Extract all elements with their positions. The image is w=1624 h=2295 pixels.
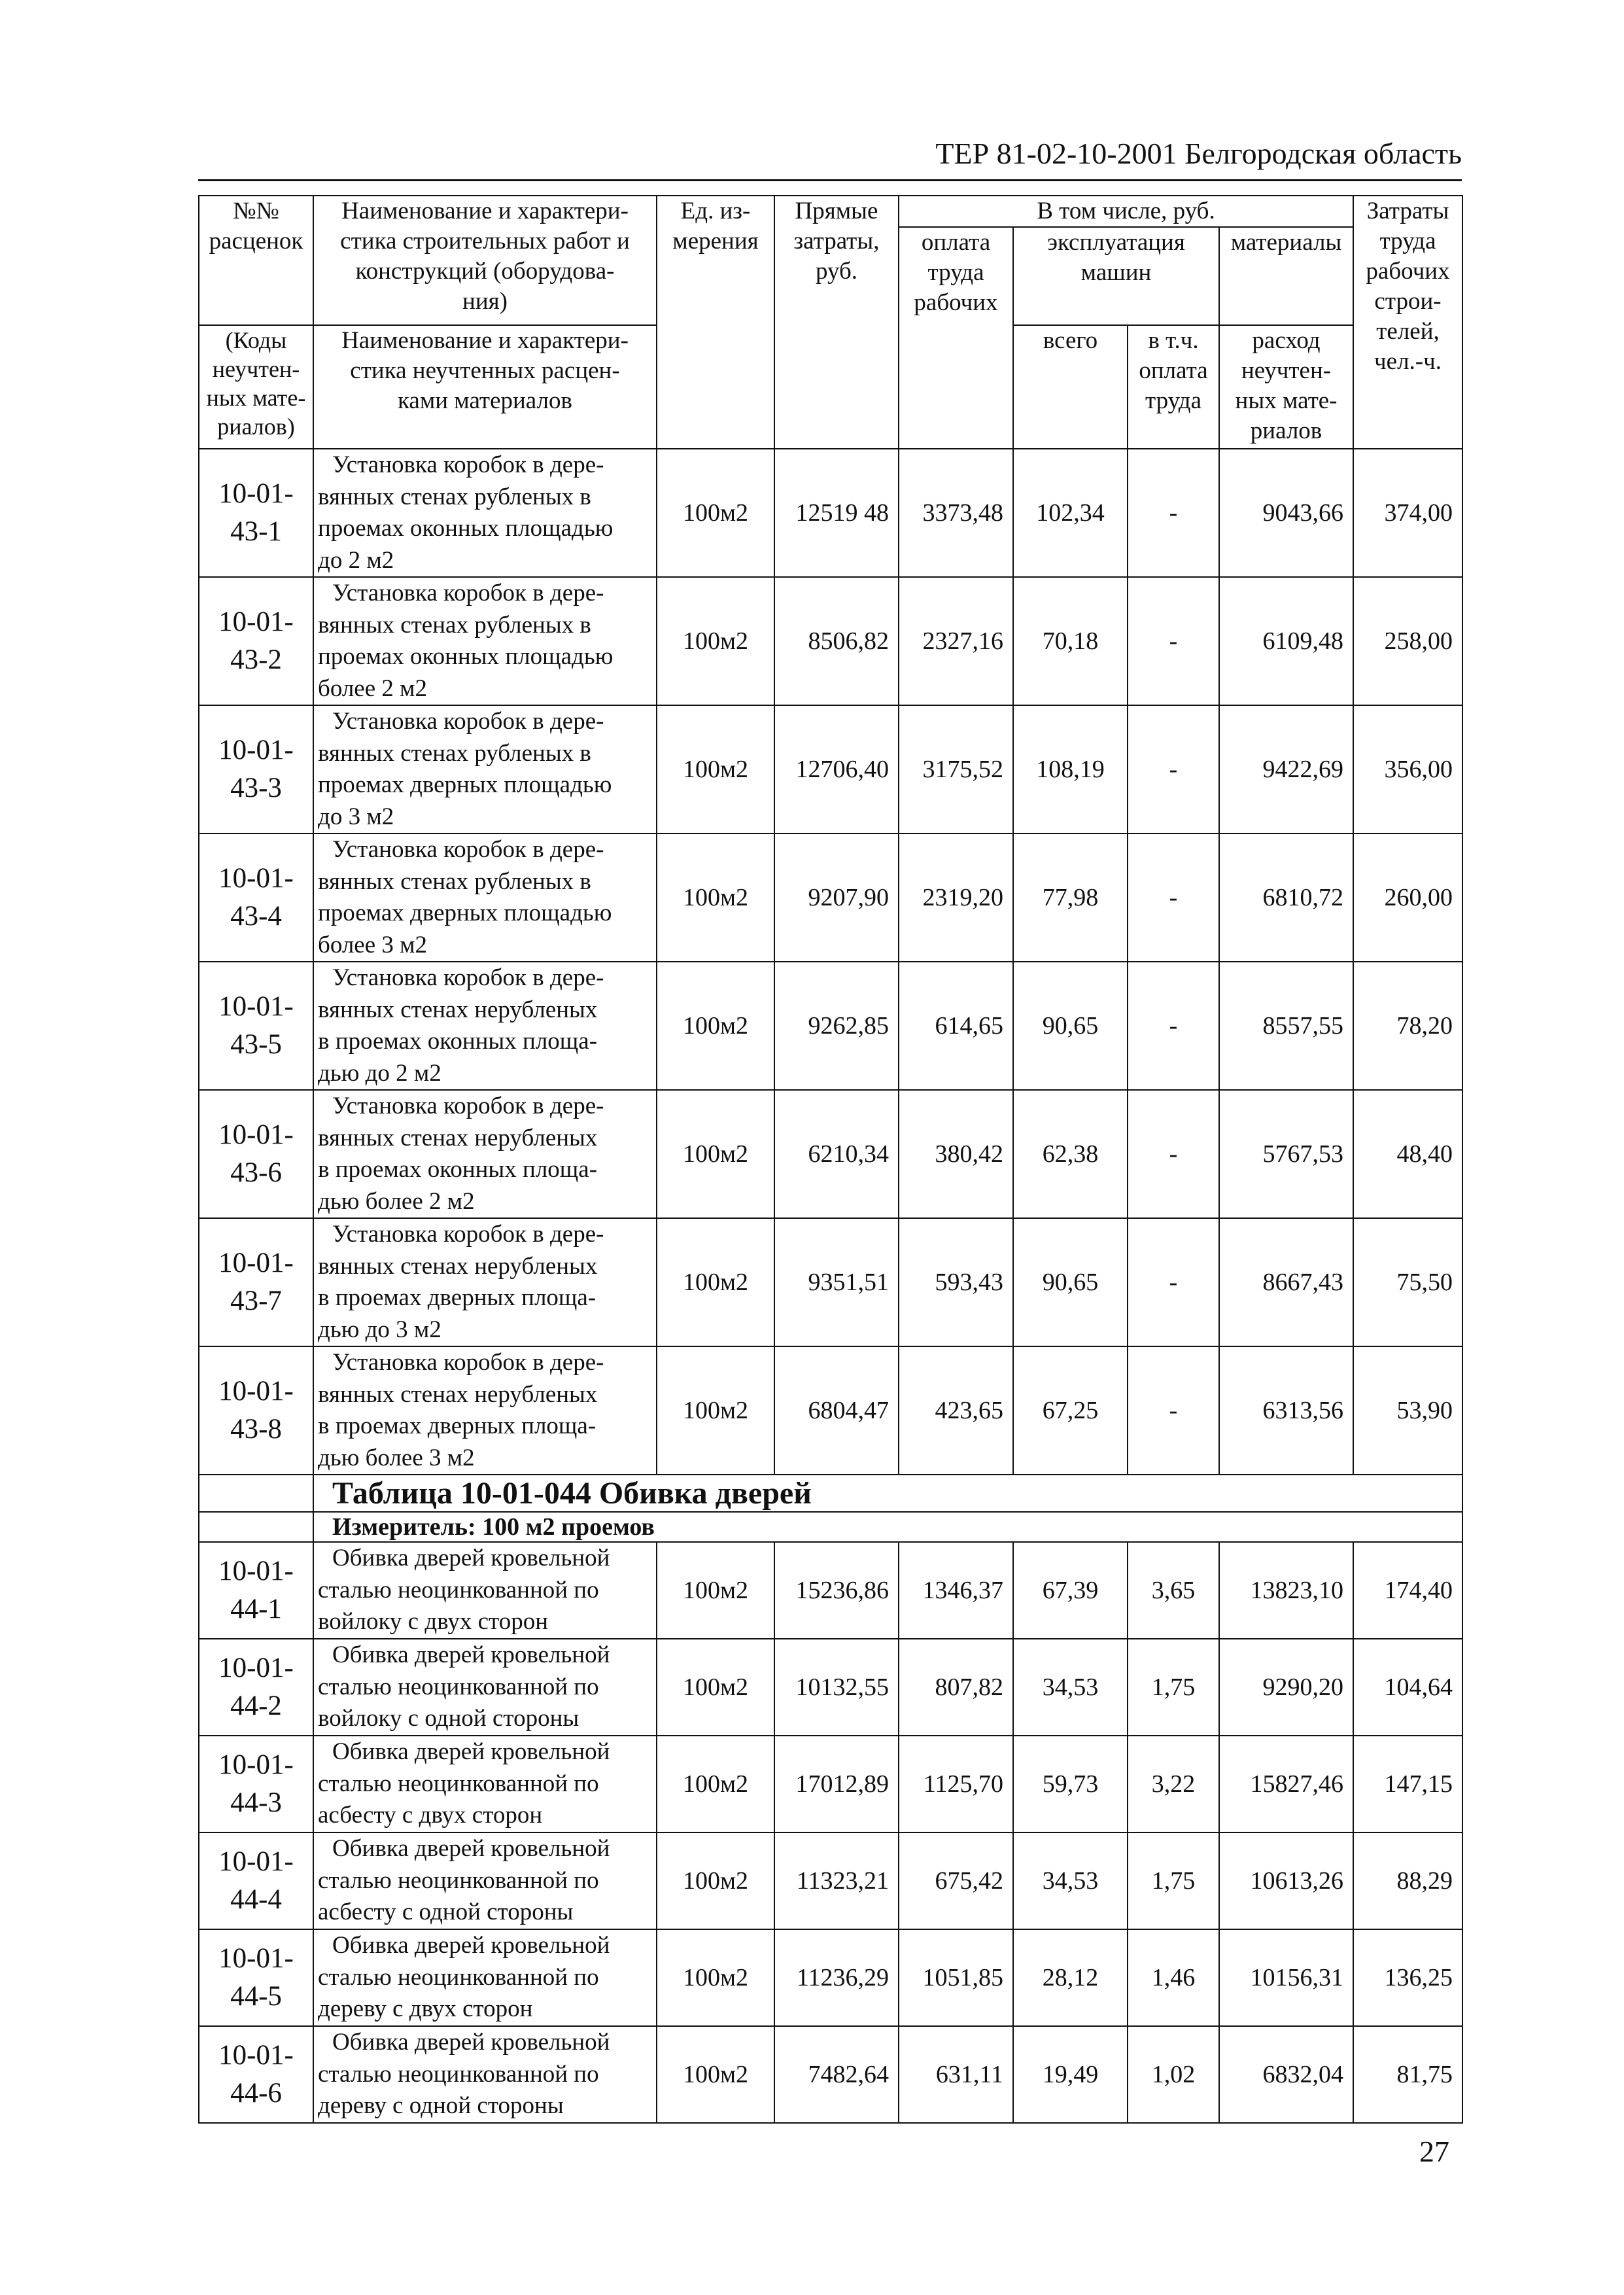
materials-cell: 6810,72 [1219, 833, 1353, 962]
machine-pay-cell: - [1128, 962, 1219, 1090]
rate-code: 10-01- 44-2 [199, 1639, 313, 1736]
table-row [199, 1929, 1462, 2026]
materials-cell: 6313,56 [1219, 1346, 1353, 1475]
labor-hours-cell: 104,64 [1353, 1639, 1462, 1736]
machine-pay-cell: 1,75 [1128, 1639, 1219, 1736]
work-description: Установка коробок в дере- вянных стенах рубленых в проемах оконных площадью до 2 м2 [313, 449, 657, 577]
labor-pay-cell: 631,11 [899, 2026, 1013, 2123]
materials-cell: 8557,55 [1219, 962, 1353, 1090]
work-description: Установка коробок в дере- вянных стенах рубленых в проемах дверных площадью более 3 м2 [313, 833, 657, 962]
unit-cell: 100м2 [657, 577, 774, 705]
col-labor-header: Затраты труда рабочих строи- телей, чел.-ч. [1353, 196, 1462, 449]
direct-cost-cell: 11236,29 [774, 1929, 899, 2026]
labor-pay-cell: 423,65 [899, 1346, 1013, 1475]
machine-cost-cell: 19,49 [1013, 2026, 1128, 2123]
labor-hours-cell: 53,90 [1353, 1346, 1462, 1475]
unit-cell: 100м2 [657, 705, 774, 833]
col-name-header: Наименование и характери- стика строительных работ и конструкций (оборудова- ния) [313, 196, 657, 325]
table-row [199, 1346, 1462, 1475]
labor-pay-cell: 3373,48 [899, 449, 1013, 577]
labor-pay-cell: 614,65 [899, 962, 1013, 1090]
rate-code: 10-01- 43-7 [199, 1218, 313, 1346]
materials-cell: 9290,20 [1219, 1639, 1353, 1736]
labor-hours-cell: 356,00 [1353, 705, 1462, 833]
section-meter: Измеритель: 100 м2 проемов [313, 1512, 1462, 1542]
direct-cost-cell: 12706,40 [774, 705, 899, 833]
rate-code: 10-01- 43-2 [199, 577, 313, 705]
table-row [199, 449, 1462, 577]
col-name-subheader: Наименование и характери- стика неучтенных расцен- ками материалов [313, 325, 657, 449]
meter-spacer [199, 1512, 313, 1542]
work-description: Установка коробок в дере- вянных стенах нерубленых в проемах оконных площа- дью до 2 м2 [313, 962, 657, 1090]
section-title: Таблица 10-01-044 Обивка дверей [313, 1475, 1462, 1512]
labor-hours-cell: 258,00 [1353, 577, 1462, 705]
rate-code: 10-01- 43-5 [199, 962, 313, 1090]
work-description: Обивка дверей кровельной сталью неоцинкованной по войлоку с двух сторон [313, 1542, 657, 1639]
col-mat-subheader: расход неучтен- ных мате- риалов [1219, 325, 1353, 449]
col-mach-pay-header: в т.ч. оплата труда [1128, 325, 1219, 449]
table-row [199, 1736, 1462, 1832]
direct-cost-cell: 9351,51 [774, 1218, 899, 1346]
direct-cost-cell: 6210,34 [774, 1090, 899, 1218]
table-row [199, 962, 1462, 1090]
machine-cost-cell: 34,53 [1013, 1639, 1128, 1736]
rate-code: 10-01- 43-1 [199, 449, 313, 577]
col-code-header: №№ расценок [199, 196, 313, 325]
direct-cost-cell: 9262,85 [774, 962, 899, 1090]
rate-code: 10-01- 44-6 [199, 2026, 313, 2123]
unit-cell: 100м2 [657, 1542, 774, 1639]
labor-pay-cell: 2327,16 [899, 577, 1013, 705]
direct-cost-cell: 17012,89 [774, 1736, 899, 1832]
labor-pay-cell: 593,43 [899, 1218, 1013, 1346]
rate-code: 10-01- 43-3 [199, 705, 313, 833]
rate-code: 10-01- 43-8 [199, 1346, 313, 1475]
machine-pay-cell: - [1128, 1346, 1219, 1475]
table-row [199, 577, 1462, 705]
col-pay-header: оплата труда рабочих [899, 227, 1013, 449]
header-rule [198, 179, 1462, 181]
table-row [199, 705, 1462, 833]
machine-cost-cell: 77,98 [1013, 833, 1128, 962]
rate-code: 10-01- 43-6 [199, 1090, 313, 1218]
work-description: Установка коробок в дере- вянных стенах рубленых в проемах оконных площадью более 2 м2 [313, 577, 657, 705]
labor-hours-cell: 81,75 [1353, 2026, 1462, 2123]
labor-hours-cell: 260,00 [1353, 833, 1462, 962]
unit-cell: 100м2 [657, 1736, 774, 1832]
labor-hours-cell: 136,25 [1353, 1929, 1462, 2026]
materials-cell: 9422,69 [1219, 705, 1353, 833]
labor-hours-cell: 374,00 [1353, 449, 1462, 577]
machine-pay-cell: 3,65 [1128, 1542, 1219, 1639]
machine-cost-cell: 28,12 [1013, 1929, 1128, 2026]
unit-cell: 100м2 [657, 833, 774, 962]
materials-cell: 5767,53 [1219, 1090, 1353, 1218]
direct-cost-cell: 9207,90 [774, 833, 899, 962]
materials-cell: 10156,31 [1219, 1929, 1353, 2026]
machine-cost-cell: 62,38 [1013, 1090, 1128, 1218]
machine-pay-cell: - [1128, 577, 1219, 705]
rate-code: 10-01- 44-1 [199, 1542, 313, 1639]
rate-code: 10-01- 43-4 [199, 833, 313, 962]
machine-pay-cell: 1,46 [1128, 1929, 1219, 2026]
materials-cell: 10613,26 [1219, 1832, 1353, 1929]
machine-cost-cell: 90,65 [1013, 962, 1128, 1090]
table-row [199, 1542, 1462, 1639]
machine-pay-cell: 1,02 [1128, 2026, 1219, 2123]
machine-cost-cell: 90,65 [1013, 1218, 1128, 1346]
labor-hours-cell: 88,29 [1353, 1832, 1462, 1929]
labor-hours-cell: 147,15 [1353, 1736, 1462, 1832]
direct-cost-cell: 11323,21 [774, 1832, 899, 1929]
machine-cost-cell: 67,39 [1013, 1542, 1128, 1639]
unit-cell: 100м2 [657, 1639, 774, 1736]
machine-pay-cell: 1,75 [1128, 1832, 1219, 1929]
document-header: ТЕР 81-02-10-2001 Белгородская область [935, 137, 1462, 170]
work-description: Установка коробок в дере- вянных стенах нерубленых в проемах дверных площа- дью более 3 м2 [313, 1346, 657, 1475]
table-row [199, 1218, 1462, 1346]
machine-cost-cell: 59,73 [1013, 1736, 1128, 1832]
col-mat-header: материалы [1219, 227, 1353, 325]
direct-cost-cell: 10132,55 [774, 1639, 899, 1736]
machine-pay-cell: 3,22 [1128, 1736, 1219, 1832]
labor-hours-cell: 174,40 [1353, 1542, 1462, 1639]
work-description: Обивка дверей кровельной сталью неоцинкованной по дереву с двух сторон [313, 1929, 657, 2026]
machine-cost-cell: 102,34 [1013, 449, 1128, 577]
direct-cost-cell: 6804,47 [774, 1346, 899, 1475]
labor-pay-cell: 380,42 [899, 1090, 1013, 1218]
work-description: Установка коробок в дере- вянных стенах нерубленых в проемах оконных площа- дью более 2 м2 [313, 1090, 657, 1218]
work-description: Установка коробок в дере- вянных стенах нерубленых в проемах дверных площа- дью до 3 м2 [313, 1218, 657, 1346]
rate-code: 10-01- 44-4 [199, 1832, 313, 1929]
col-incl-header: В том числе, руб. [899, 196, 1353, 227]
work-description: Обивка дверей кровельной сталью неоцинкованной по войлоку с одной стороны [313, 1639, 657, 1736]
labor-pay-cell: 675,42 [899, 1832, 1013, 1929]
unit-cell: 100м2 [657, 1090, 774, 1218]
rate-code: 10-01- 44-5 [199, 1929, 313, 2026]
work-description: Установка коробок в дере- вянных стенах рубленых в проемах дверных площадью до 3 м2 [313, 705, 657, 833]
page-number: 27 [1419, 2135, 1449, 2168]
unit-cell: 100м2 [657, 449, 774, 577]
col-unit-header: Ед. из- мерения [657, 196, 774, 449]
labor-hours-cell: 75,50 [1353, 1218, 1462, 1346]
labor-pay-cell: 3175,52 [899, 705, 1013, 833]
materials-cell: 15827,46 [1219, 1736, 1353, 1832]
table-row [199, 1090, 1462, 1218]
machine-pay-cell: - [1128, 833, 1219, 962]
section-spacer [199, 1475, 313, 1512]
table-row [199, 2026, 1462, 2123]
direct-cost-cell: 12519 48 [774, 449, 899, 577]
col-mach-total-header: всего [1013, 325, 1128, 449]
materials-cell: 13823,10 [1219, 1542, 1353, 1639]
work-description: Обивка дверей кровельной сталью неоцинкованной по асбесту с одной стороны [313, 1832, 657, 1929]
table-row [199, 833, 1462, 962]
work-description: Обивка дверей кровельной сталью неоцинкованной по дереву с одной стороны [313, 2026, 657, 2123]
machine-pay-cell: - [1128, 705, 1219, 833]
materials-cell: 8667,43 [1219, 1218, 1353, 1346]
machine-cost-cell: 34,53 [1013, 1832, 1128, 1929]
col-mach-header: эксплуатация машин [1013, 227, 1219, 325]
unit-cell: 100м2 [657, 1346, 774, 1475]
unit-cell: 100м2 [657, 1929, 774, 2026]
table-row [199, 1639, 1462, 1736]
materials-cell: 9043,66 [1219, 449, 1353, 577]
machine-cost-cell: 108,19 [1013, 705, 1128, 833]
labor-hours-cell: 78,20 [1353, 962, 1462, 1090]
col-direct-header: Прямые затраты, руб. [774, 196, 899, 449]
materials-cell: 6832,04 [1219, 2026, 1353, 2123]
work-description: Обивка дверей кровельной сталью неоцинкованной по асбесту с двух сторон [313, 1736, 657, 1832]
labor-pay-cell: 1125,70 [899, 1736, 1013, 1832]
labor-hours-cell: 48,40 [1353, 1090, 1462, 1218]
machine-pay-cell: - [1128, 1090, 1219, 1218]
machine-cost-cell: 70,18 [1013, 577, 1128, 705]
machine-pay-cell: - [1128, 1218, 1219, 1346]
labor-pay-cell: 1051,85 [899, 1929, 1013, 2026]
col-code-subheader: (Коды неучтен- ных мате- риалов) [199, 325, 313, 449]
unit-cell: 100м2 [657, 962, 774, 1090]
direct-cost-cell: 7482,64 [774, 2026, 899, 2123]
machine-pay-cell: - [1128, 449, 1219, 577]
labor-pay-cell: 807,82 [899, 1639, 1013, 1736]
rate-code: 10-01- 44-3 [199, 1736, 313, 1832]
direct-cost-cell: 8506,82 [774, 577, 899, 705]
labor-pay-cell: 1346,37 [899, 1542, 1013, 1639]
unit-cell: 100м2 [657, 2026, 774, 2123]
table-row [199, 1832, 1462, 1929]
materials-cell: 6109,48 [1219, 577, 1353, 705]
unit-cell: 100м2 [657, 1832, 774, 1929]
labor-pay-cell: 2319,20 [899, 833, 1013, 962]
direct-cost-cell: 15236,86 [774, 1542, 899, 1639]
machine-cost-cell: 67,25 [1013, 1346, 1128, 1475]
price-table [198, 195, 1463, 2124]
unit-cell: 100м2 [657, 1218, 774, 1346]
